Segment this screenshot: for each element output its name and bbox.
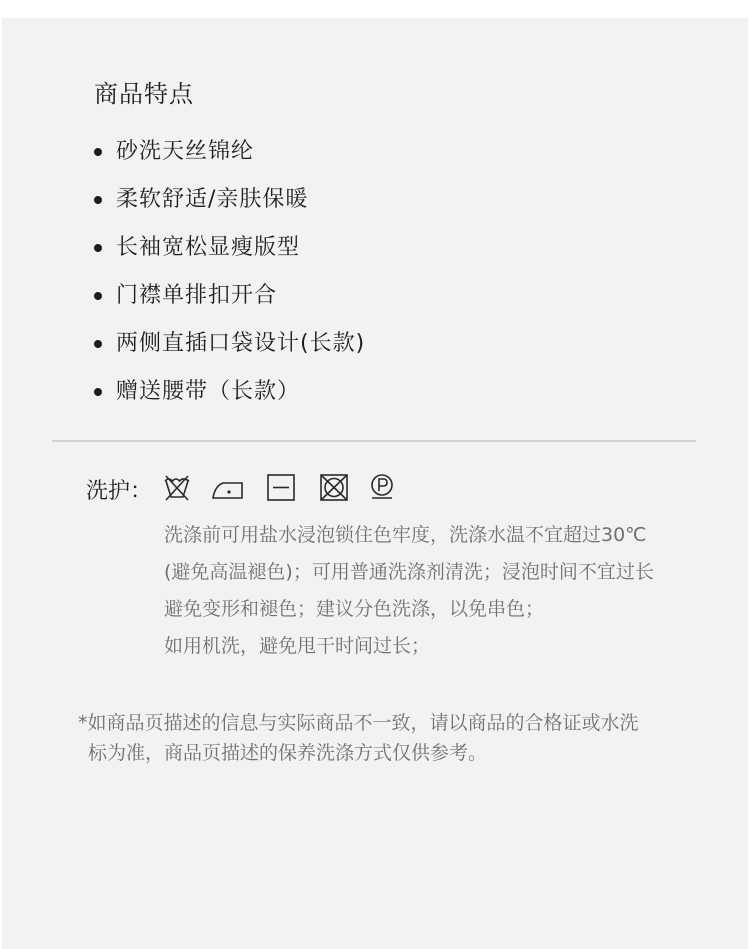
do-not-wash-icon	[160, 470, 194, 504]
care-label: 洗护：	[86, 479, 153, 504]
care-instruction-line: (避免高温褪色)；可用普通洗涤剂清洗；浸泡时间不宜过长	[164, 561, 654, 583]
bullet-icon	[94, 340, 102, 348]
feature-item	[92, 376, 365, 424]
feature-text: 门襟单排扣开合	[116, 283, 278, 308]
feature-text: 柔软舒适/亲肤保暖	[116, 187, 309, 212]
tumble-dry-flat-icon	[264, 470, 298, 504]
bullet-icon	[94, 148, 102, 156]
feature-item	[92, 328, 365, 376]
disclaimer-line: *如商品页描述的信息与实际商品不一致，请以商品的合格证或水洗	[78, 712, 639, 734]
feature-item	[92, 232, 365, 280]
do-not-tumble-dry-icon	[317, 470, 351, 504]
bullet-icon	[94, 292, 102, 300]
bullet-icon	[94, 388, 102, 396]
feature-text: 赠送腰带（长款）	[116, 379, 301, 404]
feature-text: 长袖宽松显瘦版型	[116, 235, 301, 260]
disclaimer-line: 标为准，商品页描述的保养洗涤方式仅供参考。	[88, 742, 488, 764]
feature-text: 砂洗天丝锦纶	[116, 139, 255, 164]
section-divider	[52, 440, 696, 442]
feature-item	[92, 184, 365, 232]
feature-item	[92, 280, 365, 328]
care-instruction-line: 避免变形和褪色；建议分色洗涤，以免串色；	[164, 598, 545, 620]
low-heat-iron-icon	[210, 470, 246, 504]
section-title: 商品特点	[94, 80, 194, 108]
disclaimer	[78, 708, 718, 768]
professional-dry-clean-p-icon	[366, 470, 400, 504]
feature-text: 两侧直插口袋设计(长款)	[116, 331, 366, 356]
feature-item	[92, 136, 365, 184]
feature-list	[92, 136, 365, 424]
bullet-icon	[94, 196, 102, 204]
bullet-icon	[94, 244, 102, 252]
care-instruction-line: 洗涤前可用盐水浸泡锁住色牢度，洗涤水温不宜超过30℃	[164, 524, 647, 546]
care-instructions	[164, 518, 654, 666]
care-instruction-line: 如用机洗，避免甩干时间过长；	[164, 635, 431, 657]
